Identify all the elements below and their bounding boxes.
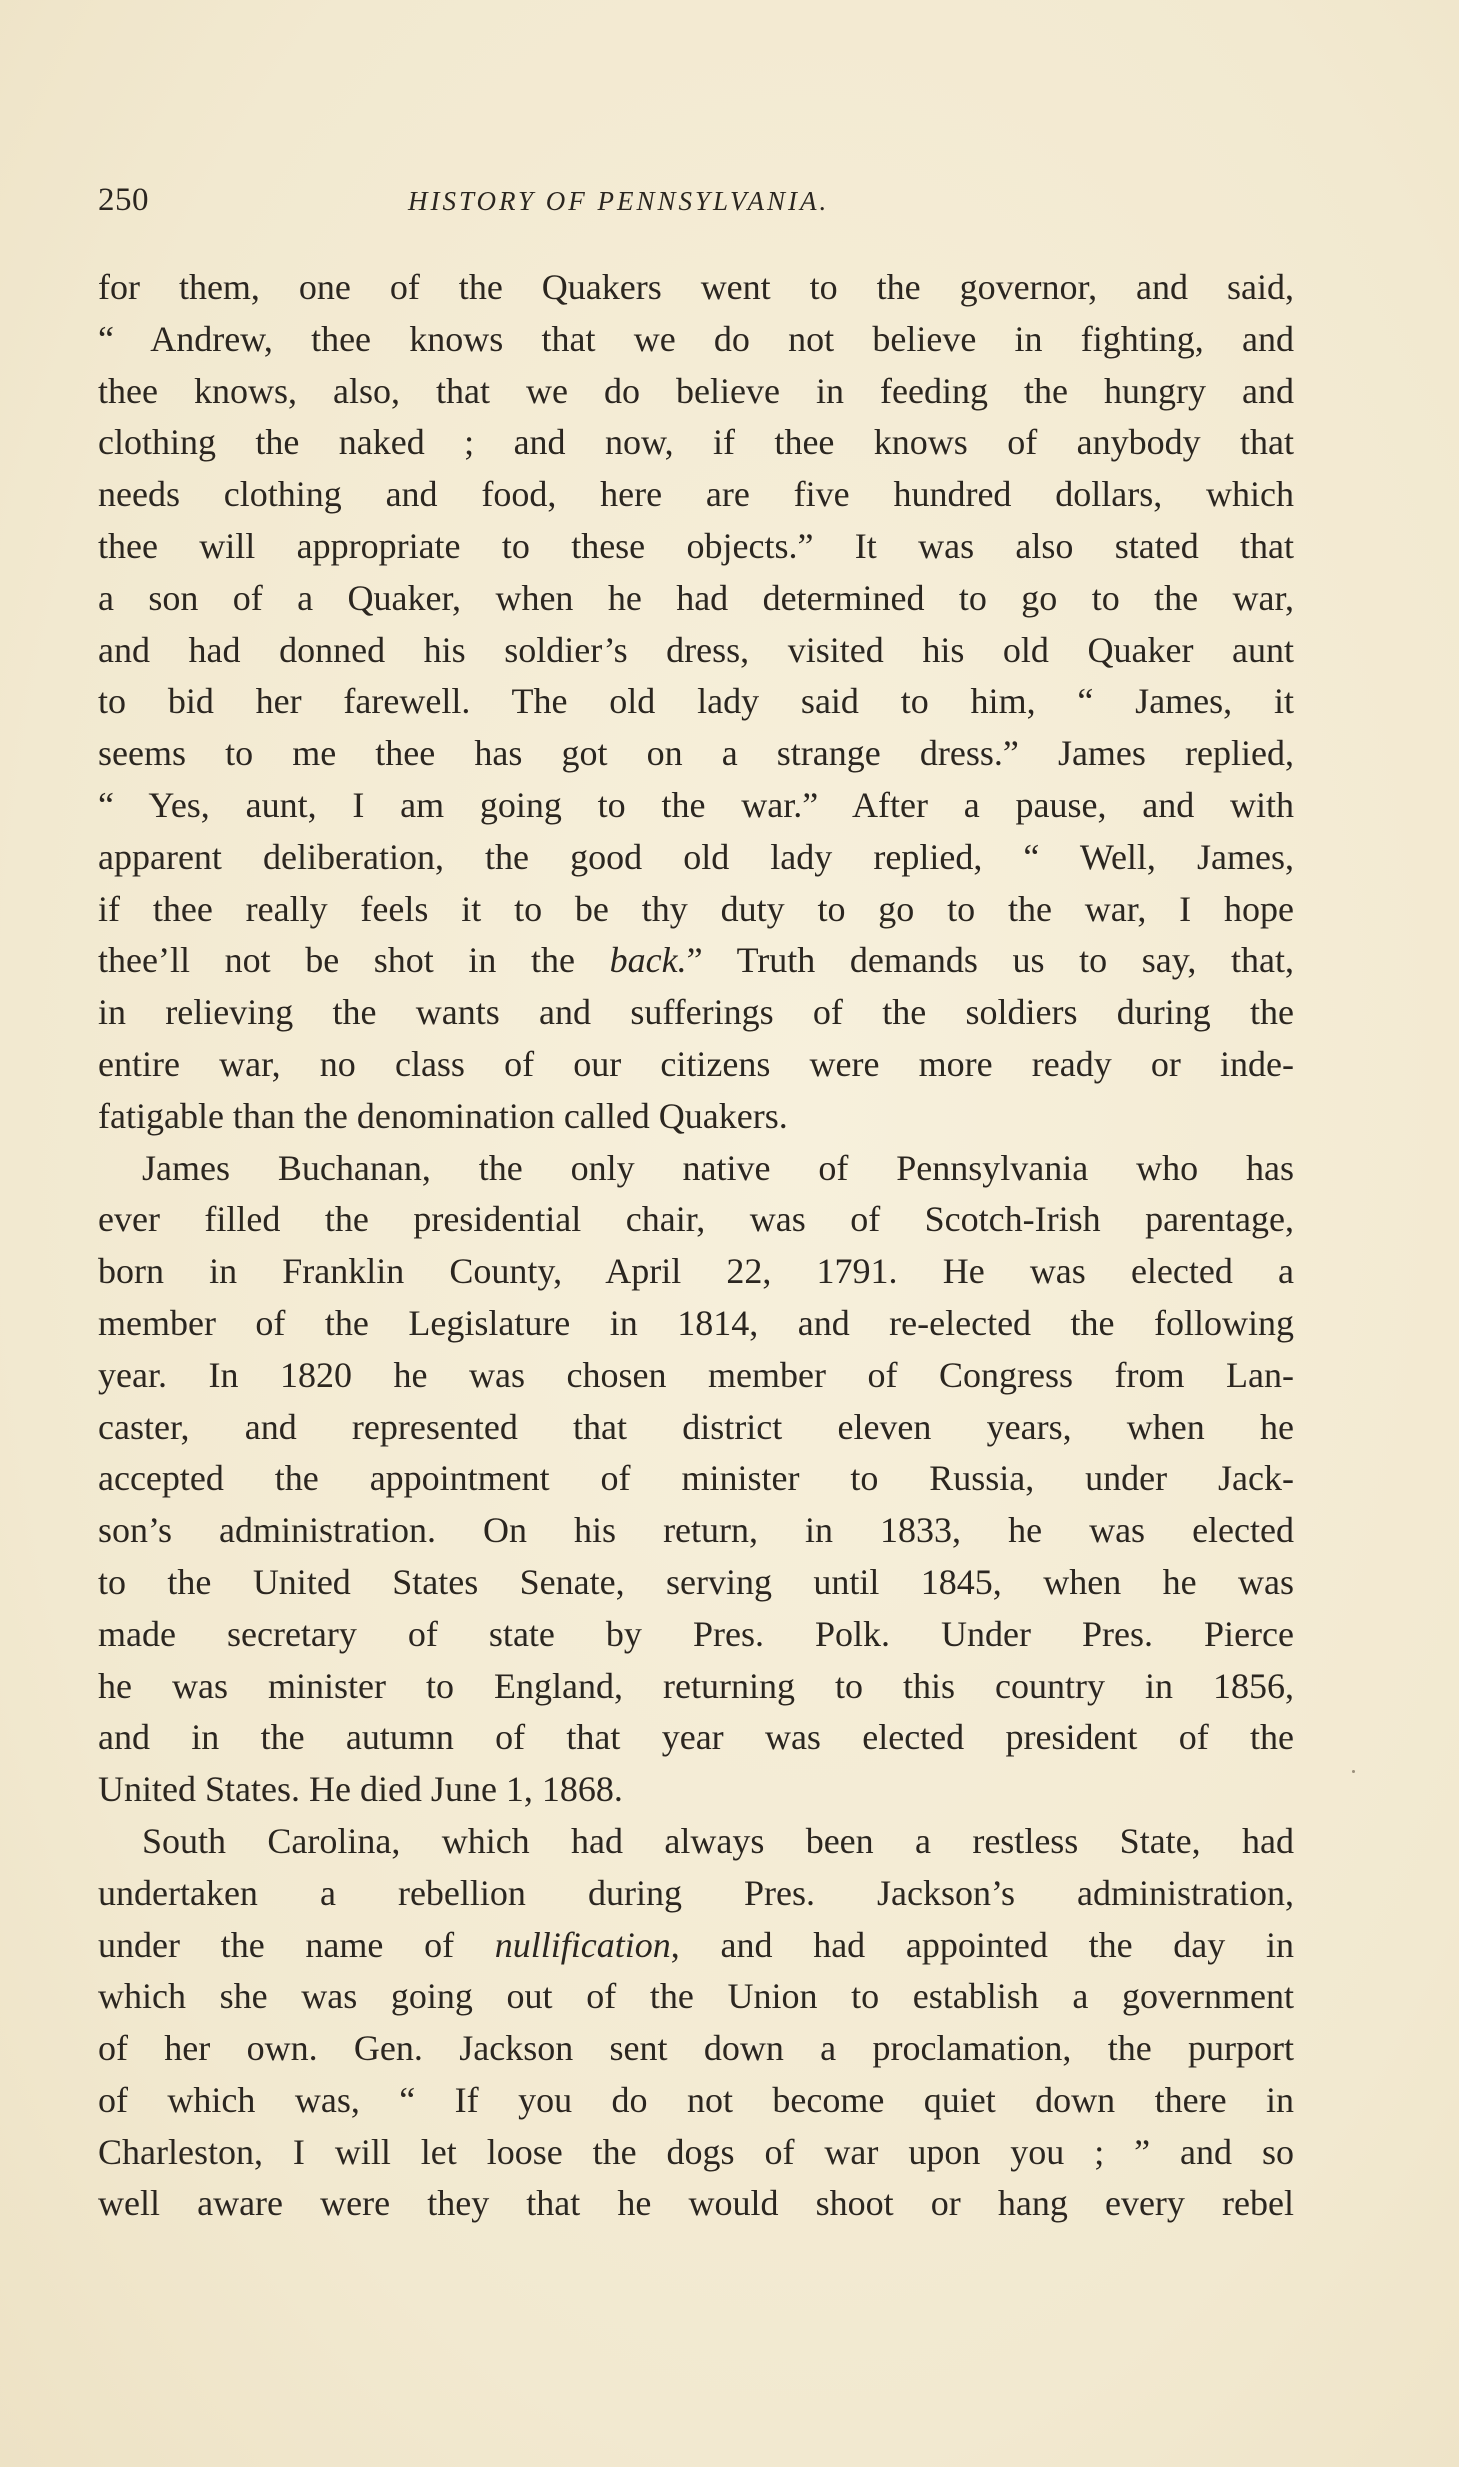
text-line: seems to me thee has got on a strange dress.” James replied, [98, 733, 1294, 774]
body-text [98, 262, 1294, 2230]
text-line: to bid her farewell. The old lady said to him, “ James, it [98, 681, 1294, 722]
text-line: a son of a Quaker, when he had determined to go to the war, [98, 577, 1294, 618]
page-number: 250 [98, 182, 149, 218]
paragraph-first-line: South Carolina, which had always been a restless State, had [142, 1820, 1294, 1861]
text-line: he was minister to England, returning to this country in 1856, [98, 1665, 1294, 1706]
text-line: thee will appropriate to these objects.” It was also stated that [98, 525, 1294, 566]
text-line: made secretary of state by Pres. Polk. Under Pres. Pierce [98, 1613, 1294, 1654]
text-line: clothing the naked ; and now, if thee knows of anybody that [98, 422, 1294, 463]
text-line: needs clothing and food, here are five hundred dollars, which [98, 474, 1294, 515]
text-line: of which was, “ If you do not become quiet down there in [98, 2079, 1294, 2120]
text-line: in relieving the wants and sufferings of the soldiers during the [98, 992, 1294, 1033]
text-line: and had donned his soldier’s dress, visited his old Quaker aunt [98, 629, 1294, 670]
text-line: undertaken a rebellion during Pres. Jackson’s administration, [98, 1872, 1294, 1913]
emphasized-word: nullification [494, 1924, 671, 1965]
text-line: member of the Legislature in 1814, and re-elected the following [98, 1302, 1294, 1343]
text-line: fatigable than the denomination called Quakers. [98, 1095, 788, 1136]
text-line: thee knows, also, that we do believe in feeding the hungry and [98, 370, 1294, 411]
text-line: which she was going out of the Union to establish a government [98, 1976, 1294, 2017]
text-line-with-emphasis [98, 935, 1294, 987]
text-line: Charleston, I will let loose the dogs of war upon you ; ” and so [98, 2131, 1294, 2172]
text-line: United States. He died June 1, 1868. [98, 1769, 623, 1810]
text-line-with-emphasis [98, 1920, 1294, 1972]
text-line: born in Franklin County, April 22, 1791. He was elected a [98, 1251, 1294, 1292]
text-segment: thee’ll not be shot in the [98, 940, 610, 981]
text-segment: ” Truth demands us to say, that, [686, 940, 1295, 981]
text-segment: under the name of [98, 1924, 495, 1965]
text-line: well aware were they that he would shoot or hang every rebel [98, 2183, 1294, 2224]
running-head: HISTORY OF PENNSYLVANIA. [408, 186, 830, 216]
text-line: accepted the appointment of minister to Russia, under Jack- [98, 1458, 1294, 1499]
text-line: “ Andrew, thee knows that we do not believe in fighting, and [98, 318, 1294, 359]
text-line: caster, and represented that district eleven years, when he [98, 1406, 1294, 1447]
text-line: ever filled the presidential chair, was of Scotch-Irish parentage, [98, 1199, 1294, 1240]
text-line: son’s administration. On his return, in 1833, he was elected [98, 1510, 1294, 1551]
text-line: to the United States Senate, serving until 1845, when he was [98, 1561, 1294, 1602]
text-line: of her own. Gen. Jackson sent down a proclamation, the purport [98, 2028, 1294, 2069]
emphasized-word: back. [609, 940, 687, 981]
paper-speck [1352, 1770, 1355, 1773]
paragraph-first-line: James Buchanan, the only native of Pennsylvania who has [142, 1147, 1294, 1188]
page-header [98, 182, 978, 232]
text-line: and in the autumn of that year was elected president of the [98, 1717, 1294, 1758]
text-segment: , and had appointed the day in [670, 1924, 1294, 1965]
text-line: “ Yes, aunt, I am going to the war.” After a pause, and with [98, 784, 1294, 825]
text-line: apparent deliberation, the good old lady replied, “ Well, James, [98, 836, 1294, 877]
text-line: if thee really feels it to be thy duty to go to the war, I hope [98, 888, 1294, 929]
text-line: for them, one of the Quakers went to the governor, and said, [98, 267, 1294, 307]
text-line: year. In 1820 he was chosen member of Congress from Lan- [98, 1354, 1294, 1395]
text-line: entire war, no class of our citizens were more ready or inde- [98, 1043, 1294, 1084]
